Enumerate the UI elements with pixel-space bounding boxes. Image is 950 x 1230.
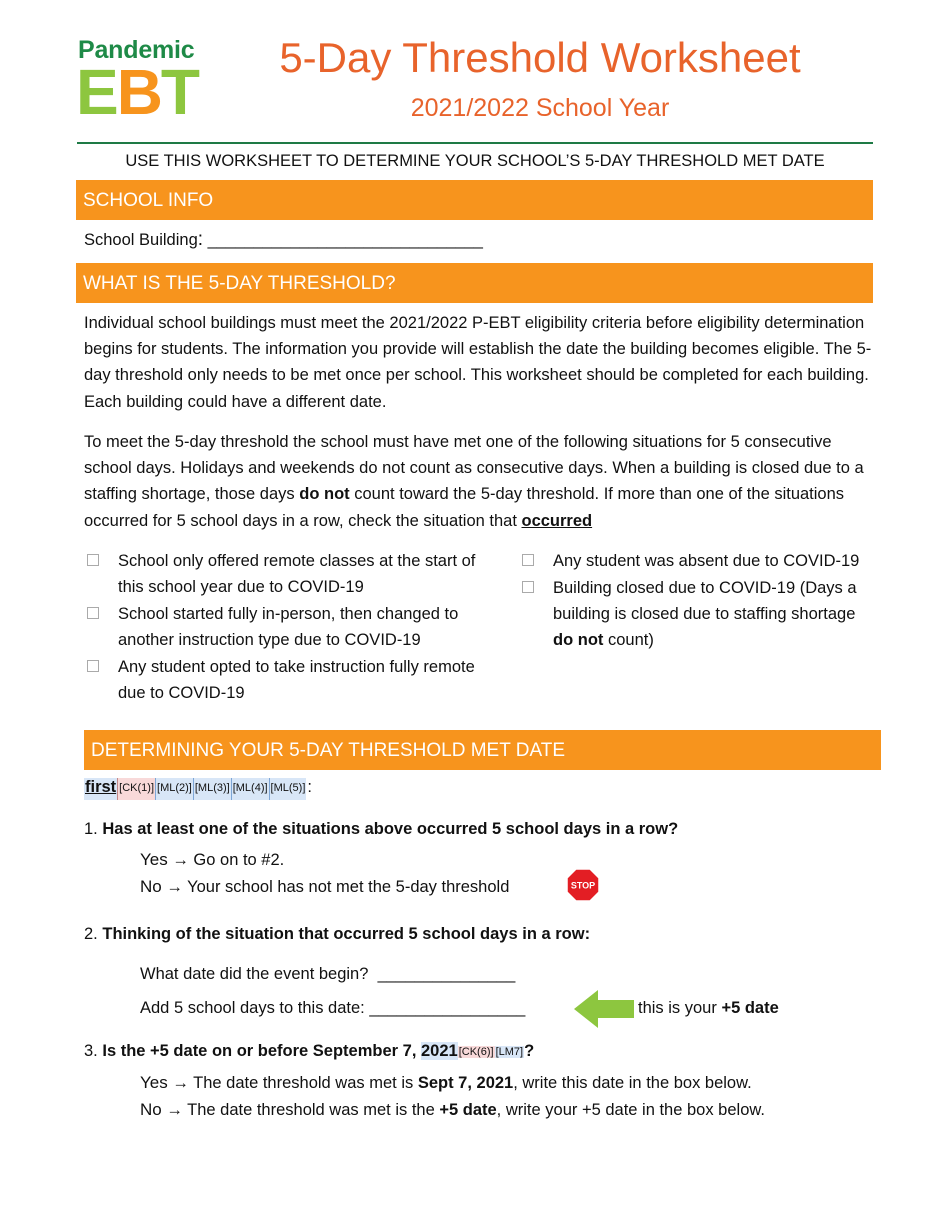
event-begin-date-field[interactable]: What date did the event begin? _______________ (140, 965, 516, 983)
comment-tag[interactable]: [CK(1)] (117, 778, 155, 800)
comment-tag[interactable]: [CK(6)] (458, 1046, 494, 1058)
situation-checkbox-student-absent[interactable]: Any student was absent due to COVID-19 (522, 548, 882, 576)
plus5-date-note: this is your +5 date (638, 999, 779, 1017)
checkbox-icon[interactable] (522, 554, 534, 566)
section-heading-school-info: SCHOOL INFO (76, 180, 873, 220)
page-subtitle: 2021/2022 School Year (410, 94, 670, 122)
q1-no-answer: No → Your school has not met the 5-day threshold (140, 877, 510, 896)
q3-yes-answer: Yes → The date threshold was met is Sept 7, 2021, write this date in the box below. (140, 1073, 752, 1092)
comment-tag[interactable]: [ML(2)] (155, 778, 193, 800)
threshold-paragraph-2: To meet the 5-day threshold the school must have met one of the following situations for 5 consecutive school days. Holidays and weekends do not count as consecutive days. When a building is closed due to a staffing shortage, those days do not count toward the 5-day threshold. If more than one of the situations occurred for 5 school days in a row, check the situation that occurred (84, 433, 864, 530)
arrow-left-icon (574, 989, 634, 1029)
checkbox-icon[interactable] (522, 581, 534, 593)
checkbox-icon[interactable] (87, 660, 99, 672)
arrow-right-icon: → (166, 1101, 183, 1119)
q1-yes-answer: Yes → Go on to #2. (140, 850, 285, 869)
section-heading-determining: DETERMINING YOUR 5-DAY THRESHOLD MET DATE (84, 730, 881, 770)
comment-tag[interactable]: [ML(3)] (193, 778, 231, 800)
header-divider (77, 142, 873, 144)
logo-pandemic-text: Pandemic (78, 36, 195, 64)
question-3: 3. Is the +5 date on or before September 7, 2021[CK(6)] [LM7]? (84, 1042, 535, 1060)
comment-tag[interactable]: [LM7] (495, 1046, 524, 1058)
worksheet-instruction: USE THIS WORKSHEET TO DETERMINE YOUR SCHOOL’S 5-DAY THRESHOLD MET DATE (125, 152, 825, 170)
checkbox-icon[interactable] (87, 607, 99, 619)
situation-checkbox-remote-start[interactable]: School only offered remote classes at the start of this school year due to COVID-19 (87, 548, 487, 602)
comment-tag[interactable]: [ML(5)] (269, 778, 307, 800)
logo-ebt: EBT (76, 56, 198, 128)
situation-checkbox-student-remote[interactable]: Any student opted to take instruction fully remote due to COVID-19 (87, 654, 487, 708)
threshold-paragraph-1: Individual school buildings must meet the 2021/2022 P-EBT eligibility criteria before eligibility determination begins for students. The information you provide will establish the date the building becomes eligible. The 5-day threshold only needs to be met once per school. This worksheet should be completed for each building. Each building could have a different date. (84, 314, 872, 411)
q3-no-answer: No → The date threshold was met is the +5 date, write your +5 date in the box below. (140, 1100, 765, 1119)
comment-tag[interactable]: [ML(4)] (231, 778, 269, 800)
question-1: 1. Has at least one of the situations above occurred 5 school days in a row? (84, 820, 679, 838)
situation-checkbox-building-closed[interactable]: Building closed due to COVID-19 (Days a building is closed due to staffing shortage do not count) (522, 575, 882, 657)
first-word: first (84, 778, 117, 800)
arrow-right-icon: → (166, 878, 183, 896)
question-2: 2. Thinking of the situation that occurred 5 school days in a row: (84, 925, 591, 943)
arrow-right-icon: → (172, 1074, 189, 1092)
plus5-date-field[interactable]: Add 5 school days to this date: _________________ (140, 999, 526, 1017)
page-title: 5-Day Threshold Worksheet (279, 34, 801, 81)
stop-sign-icon (566, 868, 600, 902)
situation-checkbox-changed-instruction[interactable]: School started fully in-person, then changed to another instruction type due to COVID-19 (87, 601, 487, 655)
arrow-right-icon: → (172, 851, 189, 869)
svg-text:STOP: STOP (570, 880, 596, 891)
checkbox-icon[interactable] (87, 554, 99, 566)
section-heading-threshold: WHAT IS THE 5-DAY THRESHOLD? (76, 263, 873, 303)
comment-markers: first [CK(1)] [ML(2)] [ML(3)] [ML(4)] [ML(5)] : (84, 778, 312, 800)
school-building-field[interactable]: School Building: ______________________________ (84, 229, 483, 250)
